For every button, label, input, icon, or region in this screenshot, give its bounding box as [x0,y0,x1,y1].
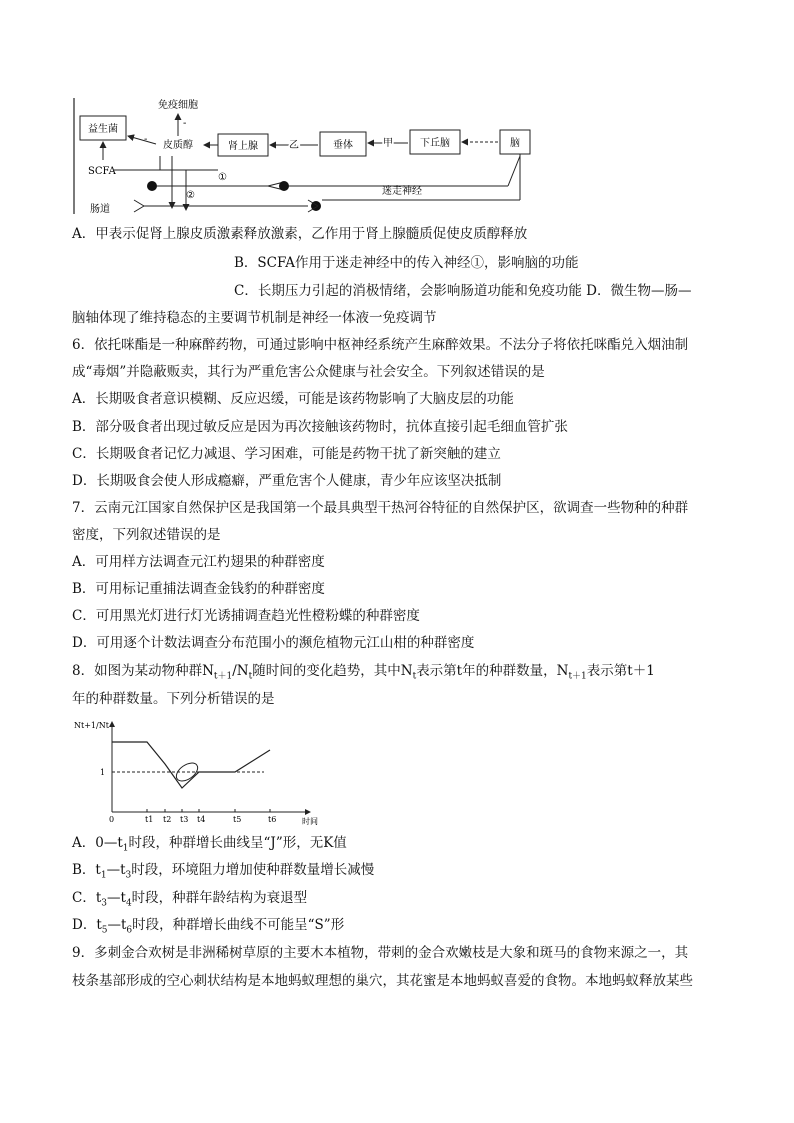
adrenal-label: 肾上腺 [228,141,258,152]
q6-stem-line1: 6．依托咪酯是一种麻醉药物，可通过影响中枢神经系统产生麻醉效果。不法分子将依托咪酯兑入烟油制 [72,337,689,353]
q8-stem-line1: 8．如图为某动物种群$N_{t+1}/N_t$随时间的变化趋势，其中$N_t$表示第t年的种群数量，$N_{t+1}$表示第t＋1 [72,663,655,682]
nerve-1-label: ① [218,172,227,183]
q9-stem-line2: 枝条基部形成的空心刺状结构是本地蚂蚁理想的巢穴，其花蜜是本地蚂蚁喜爱的食物。本地蚂蚁释放某些 [72,973,693,989]
minus-sign-probiotic: - [144,134,148,145]
probiotic-label: 益生菌 [88,124,118,135]
x-tick-label: t4 [197,815,206,824]
q7-stem-line2: 密度，下列叙述错误的是 [72,527,221,543]
q6-stem-line2: 成“毒烟”并隐蔽贩卖，其行为严重危害公众健康与社会安全。下列叙述错误的是 [72,364,545,380]
q7-option-c: C．可用黑光灯进行灯光诱捕调查趋光性橙粉蝶的种群密度 [72,608,420,624]
brain-label: 脑 [510,138,520,149]
q6-option-d: D．长期吸食会使人形成瘾癖，严重危害个人健康，青少年应该坚决抵制 [72,473,502,489]
x-tick-label: 0 [109,815,115,824]
x-axis-label: 时间 [302,817,318,826]
q7-option-b: B．可用标记重捕法调查金钱豹的种群密度 [72,581,325,597]
q8-option-a: A．$0—t_1$时段，种群增长曲线呈“J”形，无K值 [72,835,347,854]
q9-stem-line1: 9．多刺金合欢树是非洲稀树草原的主要木本植物，带刺的金合欢嫩枝是大象和斑马的食物来源之一，其 [72,945,689,961]
q7-stem-line1: 7．云南元江国家自然保护区是我国第一个最具典型干热河谷特征的自然保护区，欲调查一些物种的种群 [72,500,689,516]
cortisol-label: 皮质醇 [163,140,193,151]
q5-option-b: B．SCFA作用于迷走神经中的传入神经①，影响脑的功能 [234,255,579,271]
q8-option-c: C．$t_3—t_4$时段，种群年龄结构为衰退型 [72,890,308,909]
x-tick-label: t2 [163,815,172,824]
jia-label: 甲 [383,138,393,149]
nerve-2-label: ② [186,190,195,201]
population-ratio-chart [72,716,322,828]
q8-option-b: B．$t_1—t_3$时段，环境阻力增加使种群数量增长减慢 [72,862,375,881]
y-axis-label: Nt+1/Nt [74,721,109,730]
scfa-label: SCFA [88,166,116,177]
q7-option-d: D．可用逐个计数法调查分布范围小的濒危植物元江山柑的种群密度 [72,635,475,651]
yi-label: 乙 [289,140,299,151]
q5-option-a: A．甲表示促肾上腺皮质激素释放激素，乙作用于肾上腺髓质促使皮质醇释放 [72,226,528,242]
x-tick-label: t1 [145,815,154,824]
intestine-label: 肠道 [90,204,110,215]
gut-brain-axis-diagram [72,96,542,218]
q8-option-d: D．$t_5—t_6$时段，种群增长曲线不可能呈“S”形 [72,917,345,936]
vagus-label: 迷走神经 [382,186,422,197]
q6-option-c: C．长期吸食者记忆力减退、学习困难，可能是药物干扰了新突触的建立 [72,446,501,462]
y-tick-label: 1 [100,768,106,777]
q5-option-c-d: C．长期压力引起的消极情绪，会影响肠道功能和免疫功能 D．微生物—肠— [234,283,692,299]
x-tick-label: t5 [233,815,242,824]
q6-option-b: B．部分吸食者出现过敏反应是因为再次接触该药物时，抗体直接引起毛细血管扩张 [72,419,568,435]
x-tick-label: t6 [268,815,277,824]
q5-option-d-continued: 脑轴体现了维持稳态的主要调节机制是神经一体液一免疫调节 [72,310,437,326]
q7-option-a: A．可用样方法调查元江杓翅果的种群密度 [72,554,325,570]
pituitary-label: 垂体 [333,140,353,151]
q8-stem-line2: 年的种群数量。下列分析错误的是 [72,691,275,707]
hypothalamus-label: 下丘脑 [420,138,450,149]
q6-option-a: A．长期吸食者意识模糊、反应迟缓，可能是该药物影响了大脑皮层的功能 [72,391,514,407]
minus-sign-immune: - [183,118,187,129]
immune-cell-label: 免疫细胞 [158,100,198,111]
x-tick-label: t3 [180,815,189,824]
series-line [112,742,270,788]
